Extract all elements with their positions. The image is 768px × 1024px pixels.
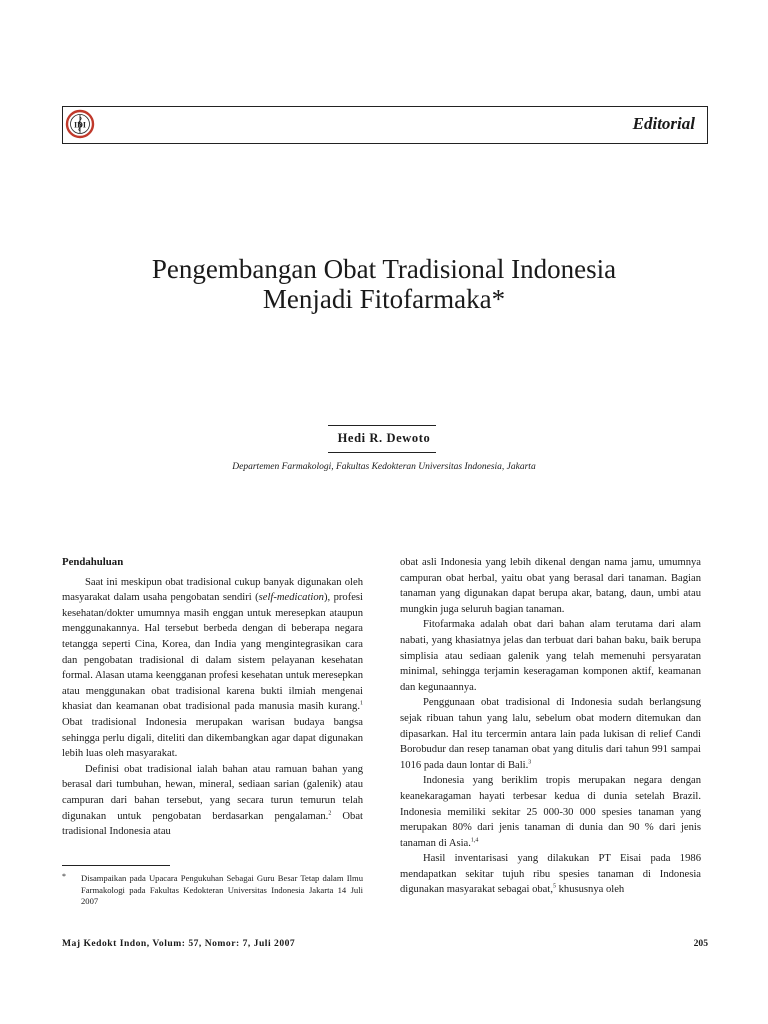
author-affiliation: Departemen Farmakologi, Fakultas Kedokteran Universitas Indonesia, Jakarta — [232, 462, 536, 472]
paragraph-biodiversity — [400, 773, 701, 851]
paragraph-intro — [62, 575, 363, 762]
left-column — [62, 555, 363, 840]
text-run: Definisi obat tradisional ialah bahan atau ramuan bahan yang berasal dari tumbuhan, hewan, mineral, sediaan sarian (galenik) atau campuran dari bahan tersebut, yang secara turun temurun telah digunakan untuk pengobatan berdasarkan pengalaman. — [62, 763, 363, 822]
section-heading: Pendahuluan — [62, 556, 124, 568]
section-label: Editorial — [632, 114, 695, 133]
text-run: khususnya oleh — [555, 884, 625, 896]
italic-term: self-medication — [258, 592, 324, 604]
paragraph-jamu: obat asli Indonesia yang lebih dikenal dengan nama jamu, umumnya campuran obat herbal, yaitu obat yang berasal dari tanaman. Bagian tanaman yang digunakan dapat berupa akar, batang, daun, umbi atau mungkin juga seluruh bagian tanaman. — [400, 557, 701, 615]
text-run: ), profesi kesehatan/dokter umumnya masih enggan untuk meresepkan ataupun menggunakannya. Hal tersebut berbeda dengan di beberapa negara tetangga seperti Cina, Korea, dan India yang mengintegrasikan cara dan pengobatan tradisional di dalam sistem pelayanan kesehatan formal. Alasan utama keengganan profesi kesehatan untuk meresepkan atau menggunakan obat tradisional karena bukti ilmiah mengenai khasiat dan keamanan obat tradisional pada manusia masih kurang. — [62, 592, 363, 713]
page-number: 205 — [693, 938, 708, 949]
citation-ref: 5 — [552, 883, 556, 890]
idi-logo-icon — [65, 109, 95, 139]
text-run: Indonesia yang beriklim tropis merupakan negara dengan keanekaragaman hayati terbesar kedua di dunia setelah Brazil. Indonesia memiliki sekitar 25 000-30 000 spesies tanaman yang merupakan 80% dari jenis tanaman di dunia dan 90 % dari jenis tanaman di Asia. — [400, 775, 701, 849]
text-run: Obat tradisional Indonesia atau — [62, 810, 363, 838]
paragraph-inventory — [400, 851, 701, 898]
text-run: Hasil inventarisasi yang dilakukan PT Eisai pada 1986 mendapatkan sekitar tujuh ribu spesies tanaman di Indonesia digunakan masyarakat sebagai obat, — [400, 853, 701, 896]
citation-ref: 3 — [528, 759, 532, 766]
journal-header-bar — [62, 106, 708, 144]
author-name: Hedi R. Dewoto — [337, 431, 431, 445]
footnote-rule — [62, 865, 170, 866]
logo-text: IDI — [73, 120, 87, 130]
citation-ref: 1 — [360, 700, 363, 707]
right-column — [400, 555, 701, 898]
text-run: Obat tradisional Indonesia merupakan warisan budaya bangsa sehingga perlu digali, diteliti dan dikembangkan agar dapat digunakan lebih luas oleh masyarakat. — [62, 716, 363, 760]
author-rule-bottom — [328, 452, 436, 453]
article-title — [40, 254, 728, 314]
citation-ref: 1,4 — [470, 837, 479, 844]
title-line-2: Menjadi Fitofarmaka* — [262, 284, 506, 314]
citation-ref: 2 — [328, 809, 332, 816]
journal-citation: Maj Kedokt Indon, Volum: 57, Nomor: 7, Juli 2007 — [62, 938, 296, 949]
footnote-mark: * — [62, 872, 66, 881]
paragraph-definition — [62, 762, 363, 840]
footnote-text: Disampaikan pada Upacara Pengukuhan Sebagai Guru Besar Tetap dalam Ilmu Farmakologi pada Fakultas Kedokteran Universitas Indonesia Jakarta 14 Juli 2007 — [81, 873, 363, 907]
text-run: Penggunaan obat tradisional di Indonesia sudah berlangsung sejak ribuan tahun yang lalu, sebelum obat modern ditemukan dan dipasarkan. Hal itu tercermin antara lain pada lukisan di relief Candi Borobudur dan resep tanaman obat yang ditulis dari tahun 991 sampai 1016 pada daun lontar di Bali. — [400, 697, 701, 771]
author-rule-top — [328, 425, 436, 426]
footnote — [62, 873, 363, 908]
paragraph-fitofarmaka: Fitofarmaka adalah obat dari bahan alam terutama dari alam nabati, yang khasiatnya jelas dan terbuat dari bahan baku, baik berupa simplisia atau sediaan galenik yang telah memenuhi persyaratan minimal, sehingga terjamin keseragaman komponen aktif, keamanan dan kegunaannya. — [400, 619, 701, 693]
text-run: Saat ini meskipun obat tradisional cukup banyak digunakan oleh masyarakat dalam usaha pengobatan sendiri ( — [62, 576, 363, 604]
title-line-1: Pengembangan Obat Tradisional Indonesia — [151, 254, 617, 284]
paragraph-history — [400, 695, 701, 773]
